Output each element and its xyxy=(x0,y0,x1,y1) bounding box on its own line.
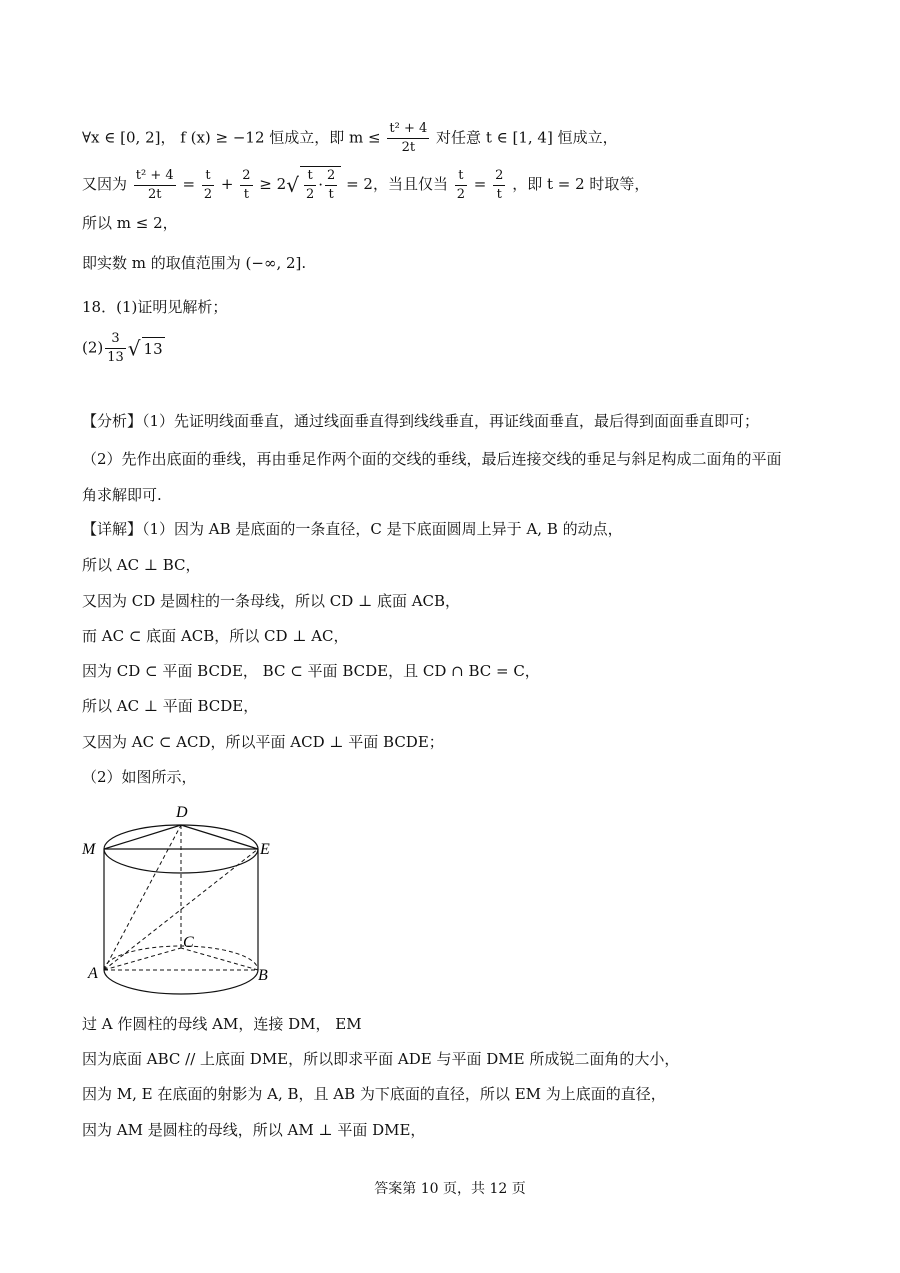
text-segment: 对任意 t ∈ [1, 4] 恒成立， xyxy=(436,128,618,147)
detail-line-4: 而 AC ⊂ 底面 ACB，所以 CD ⊥ AC， xyxy=(82,627,349,645)
numerator: t² + 4 xyxy=(387,120,429,139)
after-line-2: 因为底面 ABC // 上底面 DME，所以即求平面 ADE 与平面 DME 所成锐二面角的大小， xyxy=(82,1050,680,1068)
detail-line-6: 所以 AC ⊥ 平面 BCDE， xyxy=(82,697,259,715)
text-segment: f (x) ≥ −12 恒成立，即 m ≤ xyxy=(180,128,381,147)
operator: = xyxy=(182,175,196,193)
fraction xyxy=(325,167,337,204)
label-E: E xyxy=(260,841,270,858)
math-line-2 xyxy=(82,166,649,204)
numerator: 2 xyxy=(493,167,505,186)
detail-line-7: 又因为 AC ⊂ ACD，所以平面 ACD ⊥ 平面 BCDE； xyxy=(82,733,444,751)
analysis-line-1: 【分析】（1）先证明线面垂直，通过线面垂直得到线线垂直，再证线面垂直，最后得到面面垂直即可； xyxy=(82,412,760,430)
numerator: t xyxy=(304,167,316,186)
fraction xyxy=(105,330,126,367)
operator: = xyxy=(473,175,487,193)
numerator: 2 xyxy=(325,167,337,186)
denominator: t xyxy=(328,187,334,202)
text-segment: = 2，当且仅当 xyxy=(346,175,448,193)
segment-AD xyxy=(104,825,181,970)
bottom-ellipse-front xyxy=(104,970,258,994)
bottom-ellipse-back xyxy=(104,946,258,970)
detail-line-5: 因为 CD ⊂ 平面 BCDE， BC ⊂ 平面 BCDE，且 CD ∩ BC = C， xyxy=(82,662,540,680)
numerator: 3 xyxy=(105,330,126,349)
detail-line-3: 又因为 CD 是圆柱的一条母线，所以 CD ⊥ 底面 ACB， xyxy=(82,592,461,610)
after-line-1: 过 A 作圆柱的母线 AM，连接 DM， EM xyxy=(82,1015,362,1033)
numerator: t xyxy=(455,167,467,186)
answer-18-part2 xyxy=(82,330,165,367)
fraction xyxy=(493,167,505,204)
analysis-line-3: 角求解即可. xyxy=(82,486,162,504)
fraction xyxy=(134,167,176,204)
numerator: t xyxy=(202,167,214,186)
text-line-3: 所以 m ≤ 2， xyxy=(82,214,178,232)
math-line-1 xyxy=(82,120,618,157)
operator: · xyxy=(318,175,323,194)
denominator: 2t xyxy=(147,186,162,202)
text-segment: 又因为 xyxy=(82,175,128,193)
radical-sign: √ xyxy=(286,173,299,197)
after-line-3: 因为 M, E 在底面的射影为 A, B，且 AB 为下底面的直径，所以 EM 为上底面的直径， xyxy=(82,1085,666,1103)
fraction xyxy=(202,167,214,204)
radicand xyxy=(300,166,341,204)
denominator: 2 xyxy=(203,186,213,202)
answer-18-part1: 18．(1)证明见解析； xyxy=(82,298,228,316)
label-B: B xyxy=(258,967,268,984)
radical-sign: √ xyxy=(127,336,141,361)
fraction xyxy=(304,167,316,204)
text-line-4: 即实数 m 的取值范围为 (−∞, 2]. xyxy=(82,254,307,272)
denominator: 2 xyxy=(305,187,315,202)
label-M: M xyxy=(82,841,96,858)
label-D: D xyxy=(176,804,188,821)
detail-line-2: 所以 AC ⊥ BC， xyxy=(82,556,201,574)
detail-line-8: （2）如图所示， xyxy=(82,768,197,786)
after-line-4: 因为 AM 是圆柱的母线，所以 AM ⊥ 平面 DME， xyxy=(82,1121,426,1139)
segment-BC xyxy=(181,948,258,970)
operator: + xyxy=(220,175,234,193)
detail-line-1: 【详解】（1）因为 AB 是底面的一条直径，C 是下底面圆周上异于 A, B 的动点， xyxy=(82,520,623,538)
text-segment: (2) xyxy=(82,338,104,357)
text-segment: ∀x ∈ [0, 2]， xyxy=(82,128,176,147)
fraction xyxy=(387,120,429,157)
denominator: 2 xyxy=(456,186,466,202)
denominator: 13 xyxy=(107,350,124,365)
label-A: A xyxy=(88,965,98,982)
page-footer: 答案第 10 页，共 12 页 xyxy=(374,1181,526,1197)
text-segment: ，即 t = 2 时取等， xyxy=(512,175,650,193)
label-C: C xyxy=(183,934,194,951)
fraction xyxy=(240,167,252,204)
radicand: 13 xyxy=(142,337,165,360)
denominator: t xyxy=(243,186,249,202)
denominator: t xyxy=(496,186,502,202)
segment-AC xyxy=(104,948,181,970)
numerator: 2 xyxy=(240,167,252,186)
denominator: 2t xyxy=(401,140,416,155)
numerator: t² + 4 xyxy=(134,167,176,186)
analysis-line-2: （2）先作出底面的垂线，再由垂足作两个面的交线的垂线，最后连接交线的垂足与斜足构成二面角的平面 xyxy=(82,450,782,468)
operator: ≥ 2 xyxy=(259,175,287,193)
fraction xyxy=(455,167,467,204)
cylinder-figure xyxy=(78,795,268,1000)
